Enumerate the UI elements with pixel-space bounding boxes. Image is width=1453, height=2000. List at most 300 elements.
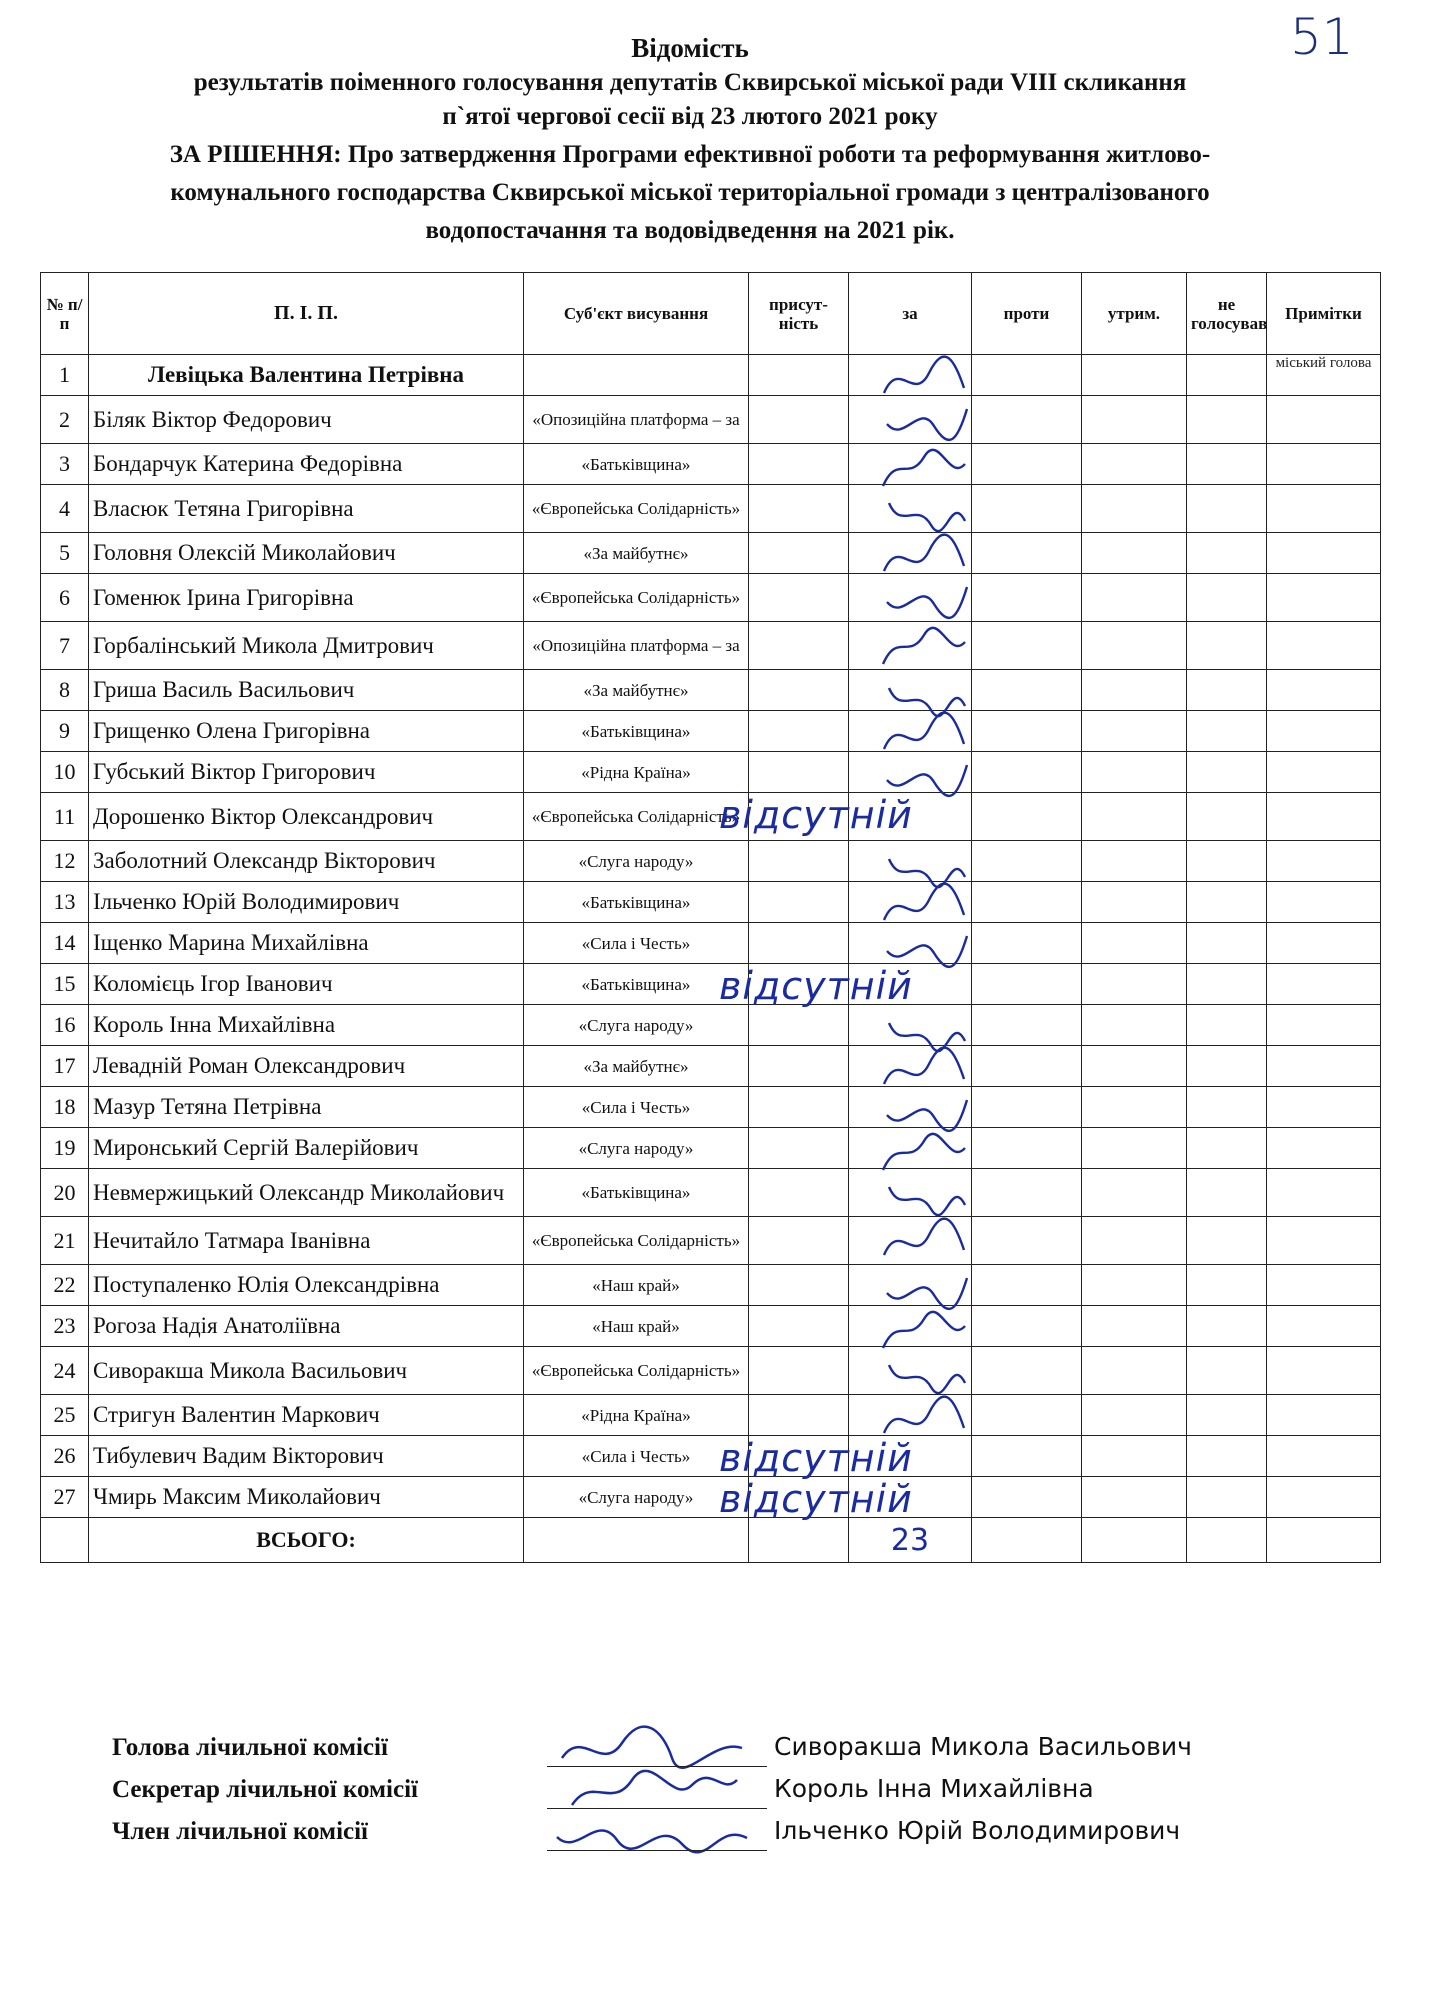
vote-against-cell [972, 1169, 1082, 1217]
vote-for-cell [849, 533, 972, 574]
nominating-party: «Опозиційна платформа – за [524, 622, 749, 670]
presence-cell [749, 622, 849, 670]
row-number: 22 [41, 1265, 89, 1306]
not-voted-cell [1187, 574, 1267, 622]
signature-mark [879, 1215, 969, 1269]
vote-for-cell [849, 355, 972, 396]
vote-for-cell [849, 1217, 972, 1265]
deputy-name: Ільченко Юрій Володимирович [89, 882, 524, 923]
table-row [41, 1128, 1381, 1169]
vote-for-cell [849, 752, 972, 793]
row-number: 1 [41, 355, 89, 396]
vote-abstain-cell [1082, 711, 1187, 752]
deputy-name: Миронський Сергій Валерійович [89, 1128, 524, 1169]
commission-name: Король Інна Михайлівна [774, 1774, 1094, 1803]
vote-for-cell [849, 1395, 972, 1436]
not-voted-cell [1187, 1395, 1267, 1436]
vote-for-cell [849, 1477, 972, 1518]
deputy-name: Дорошенко Віктор Олександрович [89, 793, 524, 841]
not-voted-cell [1187, 882, 1267, 923]
presence-cell [749, 1005, 849, 1046]
note-cell [1267, 1347, 1381, 1395]
nominating-party: «Європейська Солідарність» [524, 485, 749, 533]
col-not-voted-header: не голосував [1187, 273, 1267, 355]
row-number: 19 [41, 1128, 89, 1169]
table-row [41, 1306, 1381, 1347]
row-number: 24 [41, 1347, 89, 1395]
table-row [41, 485, 1381, 533]
table-row [41, 1087, 1381, 1128]
nominating-party: «Сила і Честь» [524, 1436, 749, 1477]
vote-abstain-cell [1082, 1436, 1187, 1477]
presence-cell [749, 670, 849, 711]
vote-abstain-cell [1082, 574, 1187, 622]
commission-role: Голова лічильної комісії [112, 1734, 388, 1761]
nominating-party: «За майбутнє» [524, 533, 749, 574]
decision-line-2: комунального господарства Сквирської міської територіальної громади з централізованого [170, 179, 1210, 206]
not-voted-cell [1187, 1217, 1267, 1265]
vote-abstain-cell [1082, 1128, 1187, 1169]
presence-cell [719, 964, 913, 1008]
vote-abstain-cell [1082, 485, 1187, 533]
table-row [41, 964, 1381, 1005]
nominating-party: «Сила і Честь» [524, 1087, 749, 1128]
deputy-name: Заболотний Олександр Вікторович [89, 841, 524, 882]
deputy-name: Головня Олексій Миколайович [89, 533, 524, 574]
nominating-party: «Європейська Солідарність» [524, 1217, 749, 1265]
nominating-party: «Європейська Солідарність» [524, 1347, 749, 1395]
nominating-party: «Рідна Країна» [524, 752, 749, 793]
col-name-header: П. І. П. [89, 273, 524, 355]
note-cell [1267, 1217, 1381, 1265]
note-cell [1267, 396, 1381, 444]
deputy-name: Бондарчук Катерина Федорівна [89, 444, 524, 485]
vote-for-cell [849, 485, 972, 533]
vote-for-cell [849, 1265, 972, 1306]
vote-abstain-cell [1082, 1477, 1187, 1518]
nominating-party: «Батьківщина» [524, 882, 749, 923]
vote-for-cell [849, 711, 972, 752]
vote-abstain-cell [1082, 793, 1187, 841]
col-abstain-header: утрим. [1082, 273, 1187, 355]
row-number: 2 [41, 396, 89, 444]
signature-mark [879, 1167, 969, 1221]
vote-against-cell [972, 355, 1082, 396]
vote-against-cell [972, 793, 1082, 841]
vote-abstain-cell [1082, 355, 1187, 396]
vote-for-cell [849, 396, 972, 444]
table-row [41, 752, 1381, 793]
note-cell [1267, 1395, 1381, 1436]
deputy-name: Невмержицький Олександр Миколайович [89, 1169, 524, 1217]
not-voted-cell [1187, 444, 1267, 485]
presence-cell [749, 396, 849, 444]
row-number: 25 [41, 1395, 89, 1436]
commission-signature [552, 1802, 752, 1862]
deputy-name: Гриша Василь Васильович [89, 670, 524, 711]
total-cell-empty [1267, 1518, 1381, 1563]
table-row [41, 444, 1381, 485]
deputy-name: Грищенко Олена Григорівна [89, 711, 524, 752]
deputy-name: Король Інна Михайлівна [89, 1005, 524, 1046]
deputy-name: Губський Віктор Григорович [89, 752, 524, 793]
vote-abstain-cell [1082, 670, 1187, 711]
note-cell [1267, 1087, 1381, 1128]
vote-for-cell [849, 1046, 972, 1087]
nominating-party: «Слуга народу» [524, 1477, 749, 1518]
deputy-name: Чмирь Максим Миколайович [89, 1477, 524, 1518]
signature-line [547, 1850, 767, 1851]
not-voted-cell [1187, 533, 1267, 574]
vote-against-cell [972, 533, 1082, 574]
not-voted-cell [1187, 485, 1267, 533]
table-row [41, 841, 1381, 882]
table-row [41, 1217, 1381, 1265]
decision-line-3: водопостачання та водовідведення на 2021 рік. [425, 217, 955, 244]
row-number: 9 [41, 711, 89, 752]
presence-cell [749, 1265, 849, 1306]
presence-cell [749, 355, 849, 396]
nominating-party: «Рідна Країна» [524, 1395, 749, 1436]
not-voted-cell [1187, 396, 1267, 444]
note-cell [1267, 1169, 1381, 1217]
not-voted-cell [1187, 841, 1267, 882]
vote-against-cell [972, 1046, 1082, 1087]
note-cell [1267, 1128, 1381, 1169]
not-voted-cell [1187, 1347, 1267, 1395]
absent-mark: відсутній [719, 793, 913, 837]
vote-for-cell [849, 622, 972, 670]
presence-cell [749, 841, 849, 882]
note-cell [1267, 923, 1381, 964]
note-cell [1267, 1477, 1381, 1518]
not-voted-cell [1187, 964, 1267, 1005]
vote-abstain-cell [1082, 1306, 1187, 1347]
vote-abstain-cell [1082, 622, 1187, 670]
deputy-name: Іщенко Марина Михайлівна [89, 923, 524, 964]
decision-line-1: ЗА РІШЕННЯ: Про затвердження Програми ефективної роботи та реформування житлово- [169, 141, 1211, 168]
vote-for-cell [849, 841, 972, 882]
nominating-party: «Наш край» [524, 1306, 749, 1347]
absent-mark: відсутній [719, 1436, 913, 1480]
nominating-party: «Сила і Честь» [524, 923, 749, 964]
note-cell [1267, 622, 1381, 670]
table-row [41, 574, 1381, 622]
total-cell-empty [524, 1518, 749, 1563]
vote-abstain-cell [1082, 444, 1187, 485]
vote-for-cell [849, 1005, 972, 1046]
vote-against-cell [972, 1395, 1082, 1436]
vote-against-cell [972, 574, 1082, 622]
note-cell [1267, 752, 1381, 793]
not-voted-cell [1187, 670, 1267, 711]
note-cell [1267, 793, 1381, 841]
note-cell [1267, 882, 1381, 923]
absent-mark: відсутній [719, 1477, 913, 1521]
col-present-header: присут-ність [749, 273, 849, 355]
header-line-2: п`ятої чергової сесії від 23 лютого 2021 року [442, 103, 938, 130]
vote-for-cell [849, 1128, 972, 1169]
presence-cell [749, 1046, 849, 1087]
col-notes-header: Примітки [1267, 273, 1381, 355]
table-row [41, 355, 1381, 396]
deputy-name: Мазур Тетяна Петрівна [89, 1087, 524, 1128]
vote-abstain-cell [1082, 1347, 1187, 1395]
nominating-party: «Слуга народу» [524, 841, 749, 882]
vote-abstain-cell [1082, 533, 1187, 574]
col-for-header: за [849, 273, 972, 355]
row-number: 7 [41, 622, 89, 670]
total-cell-empty [41, 1518, 89, 1563]
row-number: 11 [41, 793, 89, 841]
deputy-name: Сиворакша Микола Васильович [89, 1347, 524, 1395]
presence-cell [749, 1169, 849, 1217]
table-row [41, 1005, 1381, 1046]
presence-cell [749, 1347, 849, 1395]
vote-against-cell [972, 1217, 1082, 1265]
presence-cell [749, 1087, 849, 1128]
nominating-party: «Наш край» [524, 1265, 749, 1306]
vote-against-cell [972, 670, 1082, 711]
not-voted-cell [1187, 1087, 1267, 1128]
table-row [41, 1169, 1381, 1217]
vote-against-cell [972, 711, 1082, 752]
table-row [41, 1347, 1381, 1395]
row-number: 4 [41, 485, 89, 533]
signature-mark [879, 1345, 969, 1399]
table-row [41, 1395, 1381, 1436]
row-number: 23 [41, 1306, 89, 1347]
nominating-party: «Опозиційна платформа – за [524, 396, 749, 444]
deputy-name: Коломієць Ігор Іванович [89, 964, 524, 1005]
nominating-party: «Батьківщина» [524, 1169, 749, 1217]
nominating-party: «Батьківщина» [524, 711, 749, 752]
nominating-party: «Слуга народу» [524, 1128, 749, 1169]
row-number: 6 [41, 574, 89, 622]
presence-cell [749, 444, 849, 485]
table-row [41, 1265, 1381, 1306]
table-row [41, 793, 1381, 841]
total-cell-empty [1187, 1518, 1267, 1563]
col-party-header: Суб'єкт висування [524, 273, 749, 355]
signature-mark [879, 394, 969, 448]
vote-against-cell [972, 1347, 1082, 1395]
table-row [41, 533, 1381, 574]
row-number: 12 [41, 841, 89, 882]
row-number: 21 [41, 1217, 89, 1265]
vote-for-cell [849, 1347, 972, 1395]
deputy-name: Біляк Віктор Федорович [89, 396, 524, 444]
vote-for-cell [849, 1436, 972, 1477]
nominating-party: «За майбутнє» [524, 670, 749, 711]
total-label: ВСЬОГО: [89, 1518, 524, 1563]
vote-abstain-cell [1082, 1395, 1187, 1436]
presence-cell [749, 882, 849, 923]
row-number: 18 [41, 1087, 89, 1128]
vote-against-cell [972, 1436, 1082, 1477]
row-number: 10 [41, 752, 89, 793]
nominating-party [524, 355, 749, 396]
not-voted-cell [1187, 1477, 1267, 1518]
row-number: 5 [41, 533, 89, 574]
absent-mark: відсутній [719, 964, 913, 1008]
table-row [41, 882, 1381, 923]
vote-abstain-cell [1082, 964, 1187, 1005]
note-cell [1267, 1436, 1381, 1477]
presence-cell [719, 1477, 913, 1521]
presence-cell [749, 533, 849, 574]
presence-cell [749, 1306, 849, 1347]
not-voted-cell [1187, 923, 1267, 964]
vote-against-cell [972, 1087, 1082, 1128]
vote-abstain-cell [1082, 841, 1187, 882]
vote-for-cell [849, 1087, 972, 1128]
commission-row [112, 1814, 1262, 1856]
table-row [41, 923, 1381, 964]
nominating-party: «Батьківщина» [524, 444, 749, 485]
note-cell [1267, 574, 1381, 622]
deputy-name: Нечитайло Татмара Іванівна [89, 1217, 524, 1265]
page-number: 51 [1290, 8, 1354, 66]
row-number: 14 [41, 923, 89, 964]
presence-cell [749, 1217, 849, 1265]
signature-mark [879, 572, 969, 626]
not-voted-cell [1187, 1265, 1267, 1306]
note-cell [1267, 964, 1381, 1005]
commission-role: Член лічильної комісії [112, 1818, 369, 1845]
presence-cell [749, 711, 849, 752]
not-voted-cell [1187, 622, 1267, 670]
col-against-header: проти [972, 273, 1082, 355]
vote-against-cell [972, 444, 1082, 485]
table-row [41, 711, 1381, 752]
deputy-name: Левіцька Валентина Петрівна [89, 355, 524, 396]
votes-table [40, 272, 1381, 1563]
vote-abstain-cell [1082, 1217, 1187, 1265]
deputy-name: Горбалінський Микола Дмитрович [89, 622, 524, 670]
vote-abstain-cell [1082, 923, 1187, 964]
not-voted-cell [1187, 355, 1267, 396]
vote-abstain-cell [1082, 1046, 1187, 1087]
vote-for-cell [849, 670, 972, 711]
not-voted-cell [1187, 1046, 1267, 1087]
vote-against-cell [972, 1265, 1082, 1306]
not-voted-cell [1187, 793, 1267, 841]
vote-for-cell [849, 1306, 972, 1347]
nominating-party: «Батьківщина» [524, 964, 749, 1005]
row-number: 15 [41, 964, 89, 1005]
presence-cell [719, 793, 913, 841]
vote-for-cell [849, 1169, 972, 1217]
vote-against-cell [972, 396, 1082, 444]
row-number: 3 [41, 444, 89, 485]
signature-mark [879, 620, 969, 674]
vote-for-cell [849, 923, 972, 964]
vote-for-cell [849, 793, 972, 841]
vote-against-cell [972, 964, 1082, 1005]
vote-against-cell [972, 752, 1082, 793]
note-cell [1267, 841, 1381, 882]
document-header [40, 30, 1340, 248]
deputy-name: Тибулевич Вадим Вікторович [89, 1436, 524, 1477]
vote-abstain-cell [1082, 1087, 1187, 1128]
vote-for-cell [849, 882, 972, 923]
row-number: 8 [41, 670, 89, 711]
total-cell-empty [749, 1518, 849, 1563]
note-cell [1267, 444, 1381, 485]
vote-against-cell [972, 1005, 1082, 1046]
vote-abstain-cell [1082, 1265, 1187, 1306]
not-voted-cell [1187, 1436, 1267, 1477]
commission-name: Сиворакша Микола Васильович [774, 1732, 1192, 1761]
presence-cell [749, 923, 849, 964]
table-row [41, 1436, 1381, 1477]
deputy-name: Поступаленко Юлія Олександрівна [89, 1265, 524, 1306]
vote-against-cell [972, 841, 1082, 882]
row-number: 17 [41, 1046, 89, 1087]
table-row [41, 396, 1381, 444]
note-cell [1267, 533, 1381, 574]
deputy-name: Гоменюк Ірина Григорівна [89, 574, 524, 622]
deputy-name: Левадній Роман Олександрович [89, 1046, 524, 1087]
deputy-name: Стригун Валентин Маркович [89, 1395, 524, 1436]
vote-abstain-cell [1082, 1005, 1187, 1046]
table-row [41, 622, 1381, 670]
vote-against-cell [972, 1128, 1082, 1169]
vote-abstain-cell [1082, 1169, 1187, 1217]
total-row [41, 1518, 1381, 1563]
nominating-party: «Європейська Солідарність» [524, 793, 749, 841]
table-row [41, 1046, 1381, 1087]
vote-against-cell [972, 882, 1082, 923]
counting-commission [112, 1730, 1262, 1856]
vote-against-cell [972, 923, 1082, 964]
header-line-1: результатів поіменного голосування депутатів Сквирської міської ради VIII скликання [193, 69, 1187, 96]
not-voted-cell [1187, 1128, 1267, 1169]
vote-abstain-cell [1082, 752, 1187, 793]
vote-for-cell [849, 444, 972, 485]
vote-for-cell [849, 574, 972, 622]
row-number: 27 [41, 1477, 89, 1518]
vote-against-cell [972, 1477, 1082, 1518]
note-cell [1267, 711, 1381, 752]
not-voted-cell [1187, 1306, 1267, 1347]
note-cell [1267, 485, 1381, 533]
row-number: 26 [41, 1436, 89, 1477]
vote-against-cell [972, 1306, 1082, 1347]
row-number: 13 [41, 882, 89, 923]
vote-against-cell [972, 622, 1082, 670]
nominating-party: «Слуга народу» [524, 1005, 749, 1046]
vote-for-cell [849, 964, 972, 1005]
row-number: 20 [41, 1169, 89, 1217]
not-voted-cell [1187, 1005, 1267, 1046]
note-cell: міський голова [1267, 355, 1381, 396]
vote-against-cell [972, 485, 1082, 533]
note-cell [1267, 1265, 1381, 1306]
deputy-name: Рогоза Надія Анатоліївна [89, 1306, 524, 1347]
deputy-name: Власюк Тетяна Григорівна [89, 485, 524, 533]
nominating-party: «За майбутнє» [524, 1046, 749, 1087]
note-cell [1267, 1005, 1381, 1046]
presence-cell [749, 1128, 849, 1169]
presence-cell [749, 485, 849, 533]
vote-abstain-cell [1082, 882, 1187, 923]
signature-mark [879, 483, 969, 537]
presence-cell [749, 1395, 849, 1436]
commission-role: Секретар лічильної комісії [112, 1776, 418, 1803]
table-row [41, 670, 1381, 711]
